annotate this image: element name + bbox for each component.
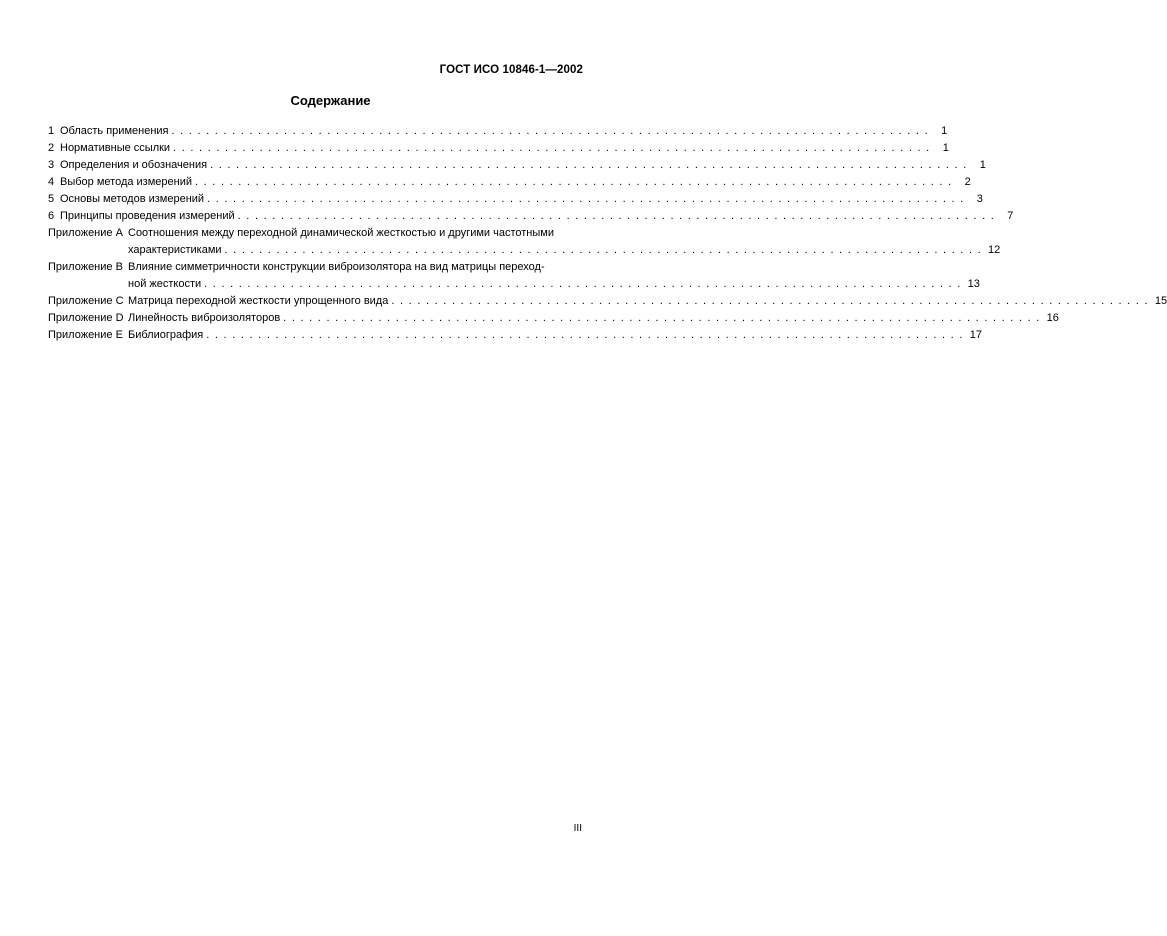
toc-appendix-label: Приложение А: [48, 227, 123, 239]
toc-appendix-a[interactable]: [48, 225, 1001, 259]
toc-entry-title: Нормативные ссылки: [60, 142, 171, 154]
dot-leader: ........................................................................................: [173, 142, 935, 154]
toc-entry-page: 1: [942, 142, 949, 154]
toc-entry-number: 6: [48, 210, 55, 222]
document-header: ГОСТ ИСО 10846-1—2002: [439, 64, 583, 76]
toc-entry-number: 1: [48, 125, 55, 137]
dot-leader: ........................................................................................: [237, 210, 1000, 222]
toc-entry-page: 1: [979, 159, 986, 171]
toc-entry-4[interactable]: [48, 174, 971, 191]
dot-leader: ........................................................................................: [283, 312, 1045, 324]
toc-appendix-title: Библиография: [128, 329, 204, 341]
toc-appendix-title: Линейность виброизоляторов: [128, 312, 281, 324]
toc-entry-page: 12: [988, 244, 1001, 256]
dot-leader: ........................................................................................: [204, 278, 966, 290]
toc-entry-page: 16: [1046, 312, 1059, 324]
dot-leader: ........................................................................................: [206, 329, 968, 341]
dot-leader: ........................................................................................: [195, 176, 957, 188]
toc-entry-number: 3: [48, 159, 55, 171]
toc-entry-title: Выбор метода измерений: [60, 176, 192, 188]
toc-entry-page: 3: [976, 193, 983, 205]
toc-entry-page: 7: [1007, 210, 1014, 222]
toc-entry-2[interactable]: [48, 140, 949, 157]
toc-appendix-d[interactable]: [48, 310, 1059, 327]
toc-entry-number: 5: [48, 193, 55, 205]
toc-appendix-title-line2: ной жесткости: [128, 278, 202, 290]
toc-entry-page: 1: [941, 125, 948, 137]
toc-appendix-c[interactable]: [48, 293, 1167, 310]
dot-leader: ........................................................................................: [207, 193, 969, 205]
toc-appendix-label: Приложение С: [48, 295, 124, 307]
toc-entry-3[interactable]: [48, 157, 986, 174]
toc-appendix-label: Приложение В: [48, 261, 123, 273]
toc-entry-6[interactable]: [48, 208, 1014, 225]
toc-entry-title: Принципы проведения измерений: [60, 210, 235, 222]
dot-leader: ........................................................................................: [224, 244, 987, 256]
toc-entry-title: Основы методов измерений: [60, 193, 205, 205]
toc-title: Содержание: [290, 93, 371, 108]
toc-appendix-e[interactable]: [48, 327, 982, 344]
toc-entry-title: Область применения: [60, 125, 169, 137]
toc-appendix-b[interactable]: [48, 259, 980, 293]
toc-appendix-title-line1: Влияние симметричности конструкции виброизолятора на вид матрицы переход-: [128, 261, 545, 273]
toc-entry-1[interactable]: [48, 123, 948, 140]
toc-appendix-label: Приложение D: [48, 312, 124, 324]
dot-leader: ........................................................................................: [171, 125, 934, 137]
page-number: III: [573, 823, 582, 834]
toc-entry-page: 2: [964, 176, 971, 188]
table-of-contents: [48, 123, 1167, 344]
toc-appendix-title-line2: характеристиками: [128, 244, 222, 256]
toc-appendix-title-line1: Соотношения между переходной динамической жесткостью и другими частотными: [128, 227, 554, 239]
toc-entry-page: 13: [967, 278, 980, 290]
toc-entry-title: Определения и обозначения: [60, 159, 208, 171]
toc-appendix-title: Матрица переходной жесткости упрощенного вида: [128, 295, 389, 307]
toc-entry-number: 4: [48, 176, 55, 188]
toc-entry-page: 15: [1154, 295, 1167, 307]
toc-entry-page: 17: [969, 329, 982, 341]
toc-entry-5[interactable]: [48, 191, 983, 208]
toc-entry-number: 2: [48, 142, 55, 154]
toc-appendix-label: Приложение E: [48, 329, 123, 341]
dot-leader: ........................................................................................: [210, 159, 972, 171]
dot-leader: ........................................................................................: [391, 295, 1154, 307]
